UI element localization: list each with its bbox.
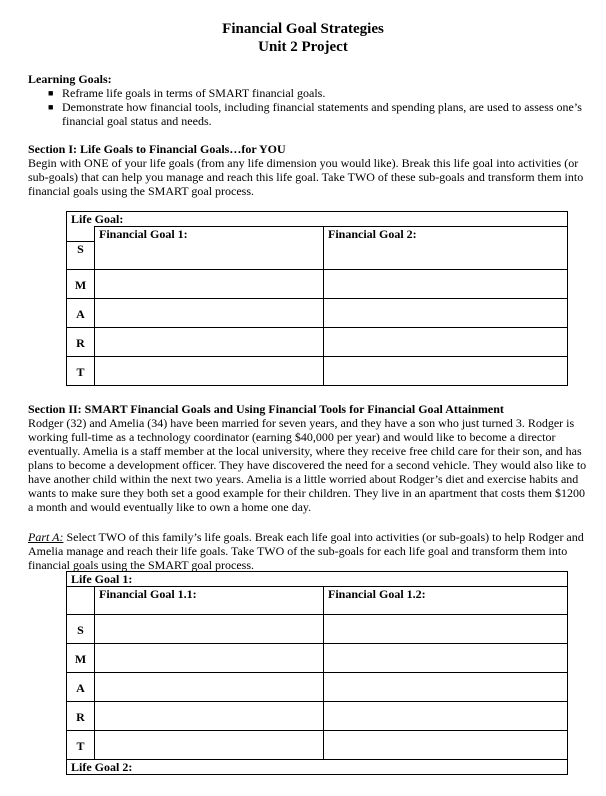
document-subtitle: Unit 2 Project — [258, 39, 348, 55]
goal12-t-cell[interactable] — [324, 731, 568, 760]
goal1-t-cell[interactable] — [95, 356, 324, 385]
goal1-a-cell[interactable] — [95, 298, 324, 327]
goal11-s-cell[interactable] — [95, 615, 324, 644]
financial-goal-1-1-header: Financial Goal 1.1: — [95, 587, 324, 615]
section2-heading: Section II: SMART Financial Goals and Using Financial Tools for Financial Goal Attainment — [28, 402, 504, 416]
life-goal-2-label: Life Goal 2: — [67, 760, 568, 775]
part-a-paragraph — [28, 530, 588, 572]
bullet-icon: ■ — [48, 102, 54, 112]
goal12-s-cell[interactable] — [324, 615, 568, 644]
financial-goal-1-header: Financial Goal 1: — [95, 227, 324, 242]
life-goal-1-label: Life Goal 1: — [67, 572, 568, 587]
smart-letter-s: S — [67, 615, 95, 644]
learning-goals-heading: Learning Goals: — [28, 72, 112, 86]
goal2-t-cell[interactable] — [324, 356, 568, 385]
goal1-m-cell[interactable] — [95, 269, 324, 298]
goal11-t-cell[interactable] — [95, 731, 324, 760]
goal2-m-cell[interactable] — [324, 269, 568, 298]
part-a-body: Select TWO of this family’s life goals. Break each life goal into activities (or sub-goals) to help Rodger and Amelia manage and reach their life goals. Take TWO of the sub-goals for each life goal and transform them into financial goals using the SMART goal process. — [28, 530, 584, 572]
smart-letter-s: S — [67, 241, 95, 269]
section1-body: Begin with ONE of your life goals (from any life dimension you would like). Break this life goal into activities (or sub-goals) that can help you manage and reach this life goal. Take TWO of these sub-goals and transform them into financial goals using the SMART goal process. — [28, 156, 584, 198]
goal12-r-cell[interactable] — [324, 702, 568, 731]
smart-letter-m: M — [67, 644, 95, 673]
goal2-s-cell[interactable] — [324, 241, 568, 269]
goal2-a-cell[interactable] — [324, 298, 568, 327]
smart-letter-r: R — [67, 327, 95, 356]
smart-letter-t: T — [67, 731, 95, 760]
financial-goal-2-header: Financial Goal 2: — [324, 227, 568, 242]
list-item: ■ Demonstrate how financial tools, including financial statements and spending plans, are used to assess one’s financial goal status and needs. — [48, 100, 582, 128]
list-item: ■ Reframe life goals in terms of SMART financial goals. — [48, 86, 326, 100]
smart-letter-a: A — [67, 673, 95, 702]
goal1-r-cell[interactable] — [95, 327, 324, 356]
goal1-s-cell[interactable] — [95, 241, 324, 269]
goal11-r-cell[interactable] — [95, 702, 324, 731]
section2-goal-table — [66, 571, 568, 775]
smart-letter-m: M — [67, 269, 95, 298]
smart-letter-r: R — [67, 702, 95, 731]
life-goal-label: Life Goal: — [67, 212, 568, 227]
goal12-a-cell[interactable] — [324, 673, 568, 702]
goal11-a-cell[interactable] — [95, 673, 324, 702]
goal11-m-cell[interactable] — [95, 644, 324, 673]
smart-letter-a: A — [67, 298, 95, 327]
learning-goals-list — [48, 86, 594, 128]
section1-goal-table — [66, 211, 568, 386]
smart-letter-t: T — [67, 356, 95, 385]
section1-heading: Section I: Life Goals to Financial Goals…for YOU — [28, 142, 286, 156]
goal12-m-cell[interactable] — [324, 644, 568, 673]
goal2-r-cell[interactable] — [324, 327, 568, 356]
bullet-icon: ■ — [48, 88, 54, 98]
part-a-label: Part A: — [28, 530, 64, 544]
financial-goal-1-2-header: Financial Goal 1.2: — [324, 587, 568, 615]
section2-body: Rodger (32) and Amelia (34) have been married for seven years, and they have a son who just turned 3. Rodger is working full-time as a technology coordinator (earning $40,000 per year) and would like to become a director eventually. Amelia is a staff member at the local university, where they receive free child care for their son, and has plans to become a development officer. They have discovered the need for a second vehicle. They would also like to have another child within the next two years. Amelia is a little worried about Rodger’s diet and exercise habits and wants to make sure they both set a good example for their children. They live in an apartment that costs them $1200 a month and would eventually like to own a home one day. — [28, 416, 587, 514]
document-title: Financial Goal Strategies — [222, 21, 384, 37]
